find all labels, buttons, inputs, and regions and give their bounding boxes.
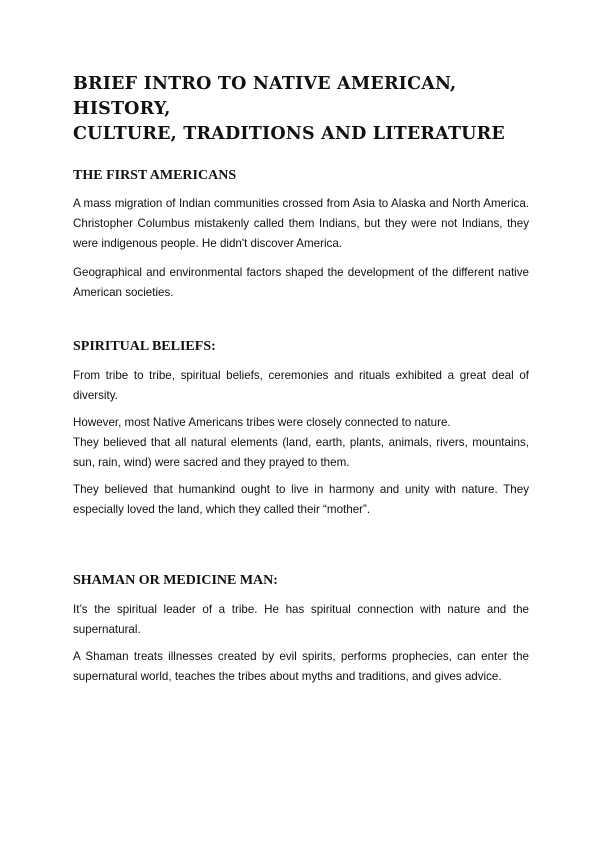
paragraph-spiritual-diversity: From tribe to tribe, spiritual beliefs, ceremonies and rituals exhibited a great deal of diversity. bbox=[73, 369, 529, 402]
paragraph-spiritual-sacred-elements: They believed that all natural elements (land, earth, plants, animals, rivers, mountains, sun, rain, wind) were sacred and they prayed to them. bbox=[73, 436, 529, 469]
paragraph-spiritual-nature: However, most Native Americans tribes were closely connected to nature. bbox=[73, 416, 451, 429]
title-line-2: CULTURE, TRADITIONS AND LITERATURE bbox=[73, 124, 505, 144]
section-heading-first-americans: THE FIRST AMERICANS bbox=[73, 168, 237, 183]
title-line-1: BRIEF INTRO TO NATIVE AMERICAN, HISTORY, bbox=[73, 74, 457, 119]
paragraph-shaman-leader: It’s the spiritual leader of a tribe. He has spiritual connection with nature and the supernatural. bbox=[73, 603, 529, 636]
section-heading-spiritual-beliefs: SPIRITUAL BELIEFS: bbox=[73, 339, 216, 354]
paragraph-spiritual-harmony: They believed that humankind ought to live in harmony and unity with nature. They especially loved the land, which they called their “mother”. bbox=[73, 483, 529, 516]
document-title bbox=[73, 72, 529, 147]
paragraph-first-americans-geography: Geographical and environmental factors shaped the development of the different native American societies. bbox=[73, 266, 529, 299]
paragraph-shaman-duties: A Shaman treats illnesses created by evil spirits, performs prophecies, can enter the supernatural world, teaches the tribes about myths and traditions, and gives advice. bbox=[73, 650, 529, 683]
section-heading-shaman: SHAMAN OR MEDICINE MAN: bbox=[73, 573, 278, 588]
paragraph-first-americans-migration: A mass migration of Indian communities crossed from Asia to Alaska and North America. Christopher Columbus mistakenly called them Indians, but they were not Indians, they were indigenous people. He didn't discover America. bbox=[73, 197, 529, 250]
